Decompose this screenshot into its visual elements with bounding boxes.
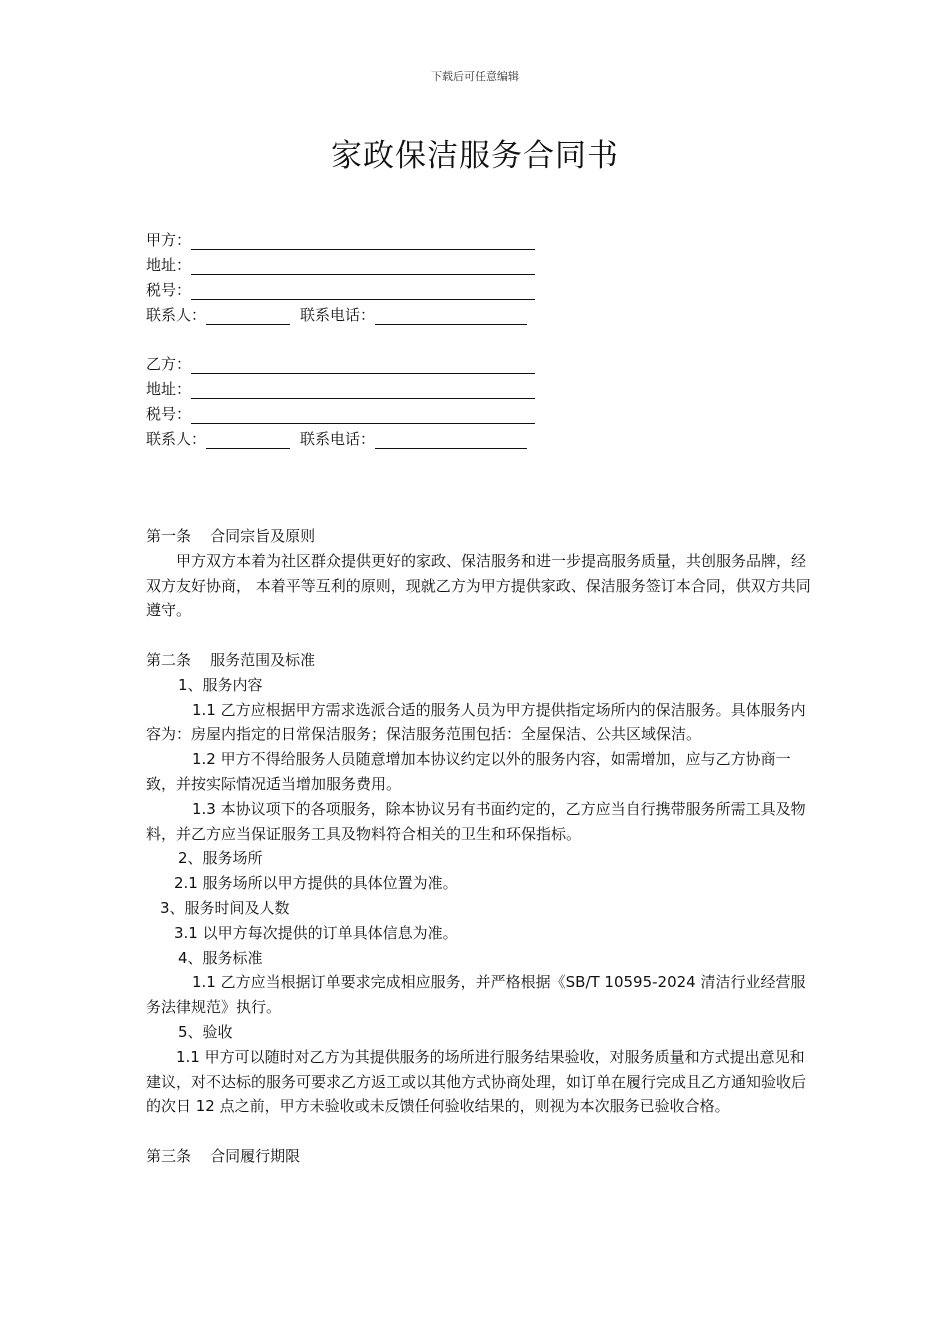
party-b-name-field[interactable] bbox=[191, 354, 535, 374]
party-b-tax-field[interactable] bbox=[191, 404, 535, 424]
party-b-contact-label: 联系人： bbox=[146, 430, 207, 448]
article-2-heading: 第二条 服务范围及标准 bbox=[146, 650, 316, 669]
section-1-title: 1、服务内容 bbox=[178, 675, 263, 694]
section-5-title: 5、验收 bbox=[178, 1022, 233, 1041]
article-1-heading: 第一条 合同宗旨及原则 bbox=[146, 527, 316, 545]
party-b-address-label: 地址： bbox=[146, 380, 192, 398]
section-4-title: 4、服务标准 bbox=[178, 948, 263, 967]
party-a-block bbox=[146, 225, 546, 325]
party-a-phone-field[interactable] bbox=[375, 305, 527, 325]
party-b-address-field[interactable] bbox=[191, 379, 535, 399]
party-a-phone-label: 联系电话： bbox=[300, 306, 376, 324]
clause-5-1: 1.1 甲方可以随时对乙方为其提供服务的场所进行服务结果验收，对服务质量和方式提出意见和建议，对不达标的服务可要求乙方返工或以其他方式协商处理，如订单在履行完成且乙方通知验收后的次日 12 点之前，甲方未验收或未反馈任何验收结果的，则视为本次服务已验收合格。 bbox=[146, 1047, 807, 1116]
party-b-address-line bbox=[146, 374, 546, 399]
party-a-name-line bbox=[146, 225, 546, 250]
clause-1-1: 1.1 乙方应根据甲方需求选派合适的服务人员为甲方提供指定场所内的保洁服务。具体服务内容为：房屋内指定的日常保洁服务；保洁服务范围包括：全屋保洁、公共区域保洁。 bbox=[146, 700, 806, 744]
clause-1-2: 1.2 甲方不得给服务人员随意增加本协议约定以外的服务内容，如需增加，应与乙方协商一致，并按实际情况适当增加服务费用。 bbox=[146, 750, 791, 793]
party-a-address-label: 地址： bbox=[146, 256, 192, 274]
party-a-address-line bbox=[146, 250, 546, 275]
party-a-address-field[interactable] bbox=[191, 255, 535, 275]
party-b-contact-line bbox=[146, 424, 546, 449]
clause-3-1: 3.1 以甲方每次提供的订单具体信息为准。 bbox=[174, 923, 458, 942]
contract-body bbox=[146, 524, 812, 1169]
clause-4-1: 1.1 乙方应当根据订单要求完成相应服务，并严格根据《SB/T 10595-2024 清洁行业经营服务法律规范》执行。 bbox=[146, 973, 806, 1017]
party-b-block bbox=[146, 349, 546, 449]
article-3-heading: 第三条 合同履行期限 bbox=[146, 1146, 301, 1165]
party-b-contact-field[interactable] bbox=[206, 429, 290, 449]
party-b-name-label: 乙方： bbox=[146, 355, 192, 373]
party-a-contact-line bbox=[146, 300, 546, 325]
party-b-phone-field[interactable] bbox=[375, 429, 527, 449]
party-a-contact-field[interactable] bbox=[206, 305, 290, 325]
section-2-title: 2、服务场所 bbox=[178, 849, 263, 868]
section-3-title: 3、服务时间及人数 bbox=[160, 898, 290, 917]
party-a-contact-label: 联系人： bbox=[146, 306, 207, 324]
article-1-paragraph: 甲方双方本着为社区群众提供更好的家政、保洁服务和进一步提高服务质量，共创服务品牌，经双方友好协商， 本着平等互利的原则，现就乙方为甲方提供家政、保洁服务签订本合同，供双方共同遵守。 bbox=[146, 551, 811, 620]
header-note: 下载后可任意编辑 bbox=[431, 70, 519, 83]
clause-1-3: 1.3 本协议项下的各项服务，除本协议另有书面约定的，乙方应当自行携带服务所需工具及物料，并乙方应当保证服务工具及物料符合相关的卫生和环保指标。 bbox=[146, 799, 806, 843]
party-a-tax-line bbox=[146, 275, 546, 300]
party-b-name-line bbox=[146, 349, 546, 374]
party-b-tax-label: 税号： bbox=[146, 405, 192, 423]
party-a-tax-label: 税号： bbox=[146, 281, 192, 299]
spacer bbox=[146, 623, 812, 648]
party-b-phone-label: 联系电话： bbox=[300, 430, 376, 448]
party-b-tax-line bbox=[146, 399, 546, 424]
spacer bbox=[146, 1119, 812, 1144]
clause-2-1: 2.1 服务场所以甲方提供的具体位置为准。 bbox=[174, 874, 458, 893]
party-a-name-field[interactable] bbox=[191, 230, 535, 250]
party-a-tax-field[interactable] bbox=[191, 280, 535, 300]
document-title: 家政保洁服务合同书 bbox=[331, 138, 619, 174]
party-a-name-label: 甲方： bbox=[146, 231, 192, 249]
